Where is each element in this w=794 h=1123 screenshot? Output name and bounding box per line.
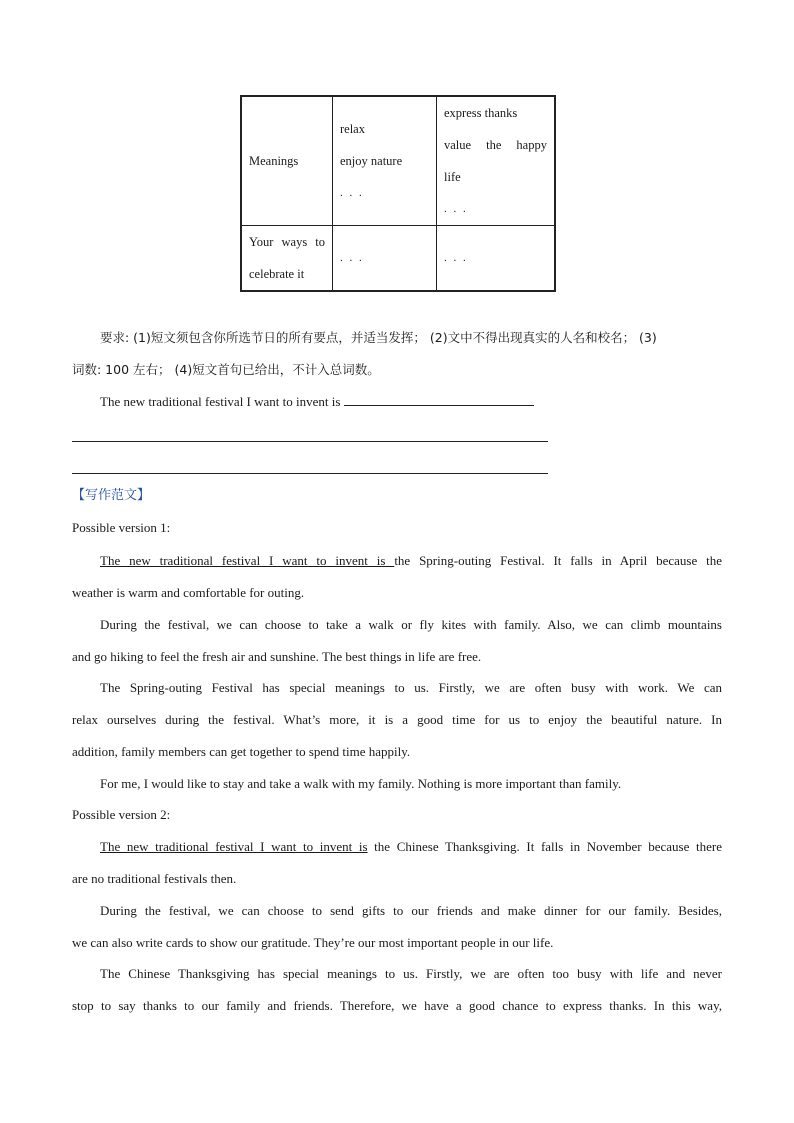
table-row-ways [241, 226, 555, 292]
word: the [486, 138, 502, 152]
version1-p3-line3: addition, family members can get together to spend time happily. [72, 744, 411, 759]
table-cell-meanings-col3 [437, 96, 556, 226]
version1-p1-line2: weather is warm and comfortable for outing. [72, 585, 305, 600]
version2-p1-line1 [100, 831, 722, 863]
word: Your [249, 235, 274, 249]
word: happy [516, 138, 547, 152]
cell-text: relax [340, 122, 365, 136]
version2-p2-line1: During the festival, we can choose to send gifts to our friends and make dinner for our family. Besides, [100, 903, 722, 918]
cell-text: express thanks [444, 106, 518, 120]
version1-label: Possible version 1: [72, 520, 171, 535]
sample-heading: 【写作范文】 [72, 488, 151, 503]
version2-p1-line2: are no traditional festivals then. [72, 871, 237, 886]
version2-p2-line2: we can also write cards to show our gratitude. They’re our most important people in our life. [72, 935, 554, 950]
meanings-label: Meanings [249, 153, 299, 168]
festival-table [240, 95, 556, 292]
version2-label: Possible version 2: [72, 807, 171, 822]
cell-text: celebrate it [249, 267, 305, 281]
answer-line[interactable] [72, 473, 548, 474]
version1-p2-line1: During the festival, we can choose to take a walk or fly kites with family. Also, we can climb mountains [100, 617, 722, 632]
version2-p3-line1: The Chinese Thanksgiving has special meanings to us. Firstly, we are often too busy with life and never [100, 966, 722, 981]
table-cell-ways-col3 [437, 226, 556, 292]
version1-p2-line2: and go hiking to feel the fresh air and sunshine. The best things in life are free. [72, 649, 482, 664]
prompt-sentence: The new traditional festival I want to invent is [100, 394, 341, 409]
table-row-meanings [241, 96, 555, 226]
underlined-sentence: The new traditional festival I want to invent is [100, 553, 395, 568]
text: the Spring-outing Festival. It falls in April because the [394, 553, 723, 568]
underlined-sentence: The new traditional festival I want to invent is [100, 839, 368, 854]
cell-text-justified [444, 129, 547, 161]
table-cell-ways-label [241, 226, 333, 292]
table-cell-meanings-label [241, 96, 333, 226]
cell-ellipsis: . . . [340, 187, 364, 199]
table-cell-meanings-col2 [333, 96, 437, 226]
word: value [444, 138, 472, 152]
requirements-line-2: 词数: 100 左右； (4)短文首句已给出，不计入总词数。 [72, 362, 380, 377]
cell-ellipsis: . . . [444, 252, 468, 264]
answer-line[interactable] [72, 441, 548, 442]
version2-p3-line2: stop to say thanks to our family and friends. Therefore, we have a good chance to express thanks. In this way, [72, 998, 722, 1013]
word: to [315, 235, 325, 249]
version1-p3-line1: The Spring-outing Festival has special meanings to us. Firstly, we are often busy with work. We can [100, 680, 722, 695]
cell-text: life [444, 170, 461, 184]
text: the Chinese Thanksgiving. It falls in November because there [367, 839, 722, 854]
version1-p3-line2: relax ourselves during the festival. What’s more, it is a good time for us to enjoy the beautiful nature. In [72, 712, 722, 727]
table-cell-ways-col2 [333, 226, 437, 292]
cell-text-justified [249, 226, 325, 258]
version1-p4-line1: For me, I would like to stay and take a walk with my family. Nothing is more important than family. [100, 776, 622, 791]
cell-ellipsis: . . . [340, 252, 364, 264]
prompt-line [100, 386, 722, 418]
version1-p1-line1 [100, 545, 722, 577]
word: ways [281, 235, 308, 249]
requirements-line-1: 要求: (1)短文须包含你所选节日的所有要点，并适当发挥； (2)文中不得出现真实的人名和校名； (3) [100, 330, 657, 345]
cell-ellipsis: . . . [444, 203, 468, 215]
answer-blank[interactable] [344, 391, 534, 406]
cell-text: enjoy nature [340, 154, 403, 168]
